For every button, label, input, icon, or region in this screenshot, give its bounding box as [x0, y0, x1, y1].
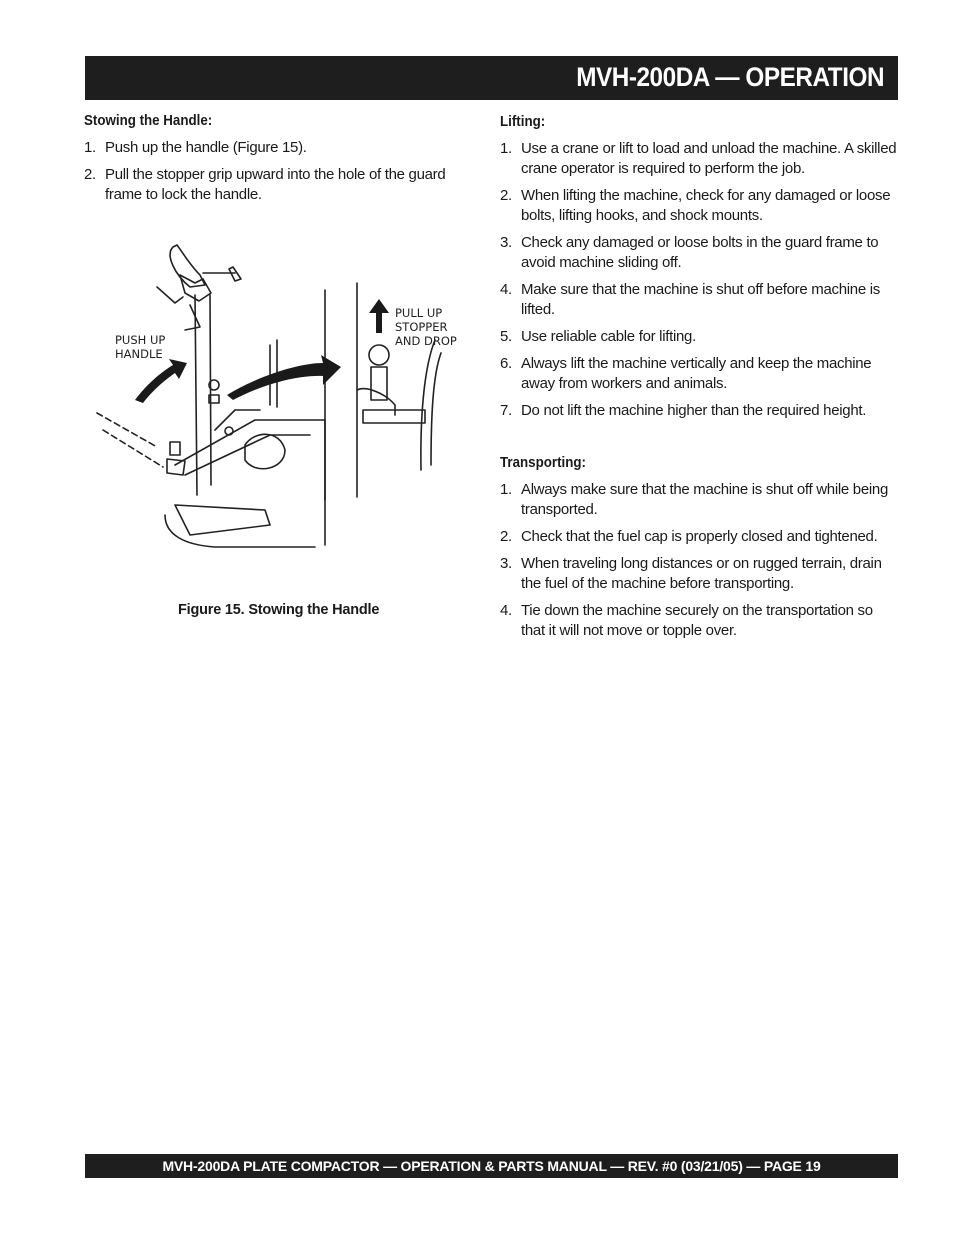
list-item: 2. When lifting the machine, check for any damaged or loose bolts, lifting hooks, and shock mounts.: [500, 187, 891, 224]
pull-label: PULL UP STOPPER AND DROP: [395, 306, 457, 348]
list-item: 1. Always make sure that the machine is shut off while being transported.: [500, 481, 888, 518]
list-item: 6. Always lift the machine vertically and keep the machine away from workers and animals.: [500, 355, 872, 392]
page-title: MVH-200DA — OPERATION: [576, 62, 884, 92]
stowing-list: [84, 138, 484, 205]
list-item: 4. Make sure that the machine is shut off before machine is lifted.: [500, 281, 880, 318]
push-label: PUSH UP HANDLE: [115, 333, 166, 361]
stowing-handle-figure: [95, 235, 475, 555]
footer-text: MVH-200DA PLATE COMPACTOR — OPERATION & PARTS MANUAL — REV. #0 (03/21/05) — PAGE 19: [162, 1158, 821, 1174]
figure-caption: Figure 15. Stowing the Handle: [178, 602, 380, 618]
transporting-list: [500, 480, 900, 641]
push-arrow-icon: [135, 359, 187, 403]
list-item: 5. Use reliable cable for lifting.: [500, 328, 696, 345]
list-item: 2. Pull the stopper grip upward into the hole of the guard frame to lock the handle.: [84, 166, 446, 203]
footer-bar: [85, 1154, 898, 1178]
up-arrow-icon: [369, 299, 389, 333]
right-column: [500, 114, 900, 648]
list-item: 2. Check that the fuel cap is properly closed and tightened.: [500, 528, 878, 545]
transporting-heading: Transporting:: [500, 455, 586, 471]
list-item: 1. Use a crane or lift to load and unload the machine. A skilled crane operator is required to perform the job.: [500, 140, 897, 177]
list-item: 4. Tie down the machine securely on the transportation so that it will not move or topple over.: [500, 602, 873, 639]
header-bar: [85, 56, 898, 100]
list-item: 3. Check any damaged or loose bolts in the guard frame to avoid machine sliding off.: [500, 234, 879, 271]
lifting-list: [500, 139, 900, 421]
list-item: 1. Push up the handle (Figure 15).: [84, 139, 307, 156]
stowing-heading: Stowing the Handle:: [84, 113, 213, 129]
lifting-heading: Lifting:: [500, 114, 546, 130]
list-item: 3. When traveling long distances or on rugged terrain, drain the fuel of the machine before transporting.: [500, 555, 882, 592]
list-item: 7. Do not lift the machine higher than the required height.: [500, 402, 867, 419]
left-column: [84, 113, 484, 212]
curved-arrow-icon: [227, 355, 341, 400]
